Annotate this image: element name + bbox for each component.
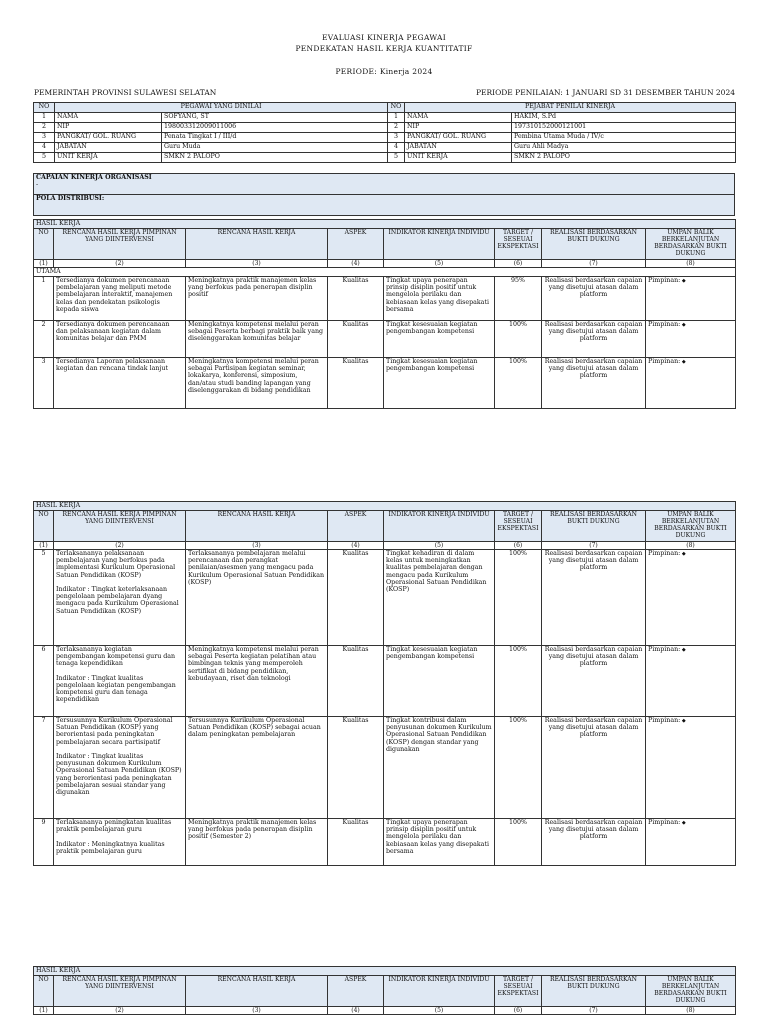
column-number: (3) (186, 1007, 328, 1015)
rencana-hasil-cell: Tersusunnya Kurikulum Operasional Satuan Pendidikan (KOSP) sebagai acuan dalam peningkatan pembelajaran (186, 717, 328, 819)
identity-row (34, 123, 736, 133)
organisasi-table (33, 173, 735, 216)
identity-left-value: SOFYANG, ST (162, 113, 388, 123)
column-number: (1) (34, 1007, 54, 1015)
identity-left-title: PEGAWAI YANG DINILAI (55, 103, 388, 113)
hasil-kerja-table-2 (33, 501, 736, 866)
column-header: RENCANA HASIL KERJA PIMPINAN YANG DIINTERVENSI (54, 511, 186, 542)
column-header: INDIKATOR KINERJA INDIVIDU (384, 229, 495, 260)
doc-title: EVALUASI KINERJA PEGAWAI (322, 33, 446, 42)
column-header: UMPAN BALIK BERKELANJUTAN BERDASARKAN BUKTI DUKUNG (646, 976, 736, 1007)
identity-row (34, 133, 736, 143)
identity-table (33, 102, 736, 163)
column-header: INDIKATOR KINERJA INDIVIDU (384, 511, 495, 542)
umpan-balik-label: Pimpinan: (648, 646, 681, 653)
column-header: ASPEK (328, 511, 384, 542)
identity-label-right: UNIT KERJA (405, 153, 512, 163)
section-row (34, 502, 736, 511)
target-cell: 95% (495, 277, 542, 321)
person-icon: ◆ (680, 278, 686, 284)
rencana-pimpinan-cell: Tersedianya dokumen perencanaan pembelajaran yang meliputi metode pembelajaran interaktif, manajemen kelas dan pendekatan psikologis kepada siswa (54, 277, 186, 321)
column-number: (3) (186, 542, 328, 550)
identity-right-value: 197310152000121001 (512, 123, 736, 133)
column-header: RENCANA HASIL KERJA (186, 511, 328, 542)
realisasi-cell: Realisasi berdasarkan capaian yang disetujui atasan dalam platform (542, 358, 646, 409)
umpan-balik-cell (646, 646, 736, 717)
identity-right-value: HAKIM, S.Pd (512, 113, 736, 123)
column-header: TARGET / SESEUAI EKSPEKTASI (495, 229, 542, 260)
umpan-balik-cell (646, 717, 736, 819)
column-header: TARGET / SESEUAI EKSPEKTASI (495, 511, 542, 542)
umpan-balik-cell (646, 819, 736, 866)
identity-no-right: 3 (388, 133, 405, 143)
column-number: (7) (542, 260, 646, 268)
column-header: REALISASI BERDASARKAN BUKTI DUKUNG (542, 229, 646, 260)
doc-subtitle: PENDEKATAN HASIL KERJA KUANTITATIF (295, 44, 473, 53)
section-row (34, 220, 736, 229)
row-no: 3 (34, 358, 54, 409)
target-cell: 100% (495, 646, 542, 717)
identity-label: JABATAN (55, 143, 162, 153)
rencana-pimpinan-cell: Terlaksananya kegiatan pengembangan kompetensi guru dan tenaga kependidikan Indikator : Tingkat kualitas pengelolaan kegiatan pengembangan kompetensi guru dan tenaga kependidikan (54, 646, 186, 717)
pola-cell (34, 195, 735, 216)
identity-label-right: NIP (405, 123, 512, 133)
table-row (34, 550, 736, 646)
identity-right-value: Guru Ahli Madya (512, 143, 736, 153)
identity-left-value: Penata Tingkat I / III/d (162, 133, 388, 143)
realisasi-cell: Realisasi berdasarkan capaian yang disetujui atasan dalam platform (542, 550, 646, 646)
column-number: (6) (495, 1007, 542, 1015)
identity-col-no: NO (34, 103, 55, 113)
table-row (34, 717, 736, 819)
identity-no-right: 5 (388, 153, 405, 163)
column-number: (6) (495, 260, 542, 268)
aspek-cell: Kualitas (328, 321, 384, 358)
column-number-row (34, 542, 736, 550)
rencana-hasil-cell: Terlaksananya pembelajaran melalui perencanaan dan perangkat penilaian/asesmen yang mengacu pada Kurikulum Operasional Satuan Pendidikan (KOSP) (186, 550, 328, 646)
identity-no-right: 2 (388, 123, 405, 133)
column-header: REALISASI BERDASARKAN BUKTI DUKUNG (542, 511, 646, 542)
identity-row (34, 143, 736, 153)
identity-label: UNIT KERJA (55, 153, 162, 163)
column-header: UMPAN BALIK BERKELANJUTAN BERDASARKAN BUKTI DUKUNG (646, 511, 736, 542)
row-no: 1 (34, 277, 54, 321)
target-cell: 100% (495, 358, 542, 409)
identity-label-right: PANGKAT/ GOL. RUANG (405, 133, 512, 143)
meta-row (34, 88, 735, 97)
realisasi-cell: Realisasi berdasarkan capaian yang disetujui atasan dalam platform (542, 321, 646, 358)
rencana-hasil-cell: Meningkatnya praktik manajemen kelas yang berfokus pada penerapan disiplin positif (Semester 2) (186, 819, 328, 866)
utama-label: UTAMA (34, 268, 736, 277)
capaian-cell (34, 174, 735, 195)
umpan-balik-label: Pimpinan: (648, 819, 681, 826)
realisasi-cell: Realisasi berdasarkan capaian yang disetujui atasan dalam platform (542, 717, 646, 819)
column-header: ASPEK (328, 229, 384, 260)
rencana-pimpinan-cell: Tersedianya Laporan pelaksanaan kegiatan dan rencana tindak lanjut (54, 358, 186, 409)
umpan-balik-cell (646, 358, 736, 409)
aspek-cell: Kualitas (328, 717, 384, 819)
section-title: HASIL KERJA (34, 502, 736, 511)
rencana-hasil-cell: Meningkatnya kompetensi melalui peran sebagai Partisipan kegiatan seminar, lokakarya, konferensi, simposium, dan/atau studi banding lapangan yang diselenggarakan di bidang pendidikan (186, 358, 328, 409)
doc-period: PERIODE: Kinerja 2024 (335, 67, 433, 76)
rencana-pimpinan-cell: Terlaksananya pelaksanaan pembelajaran yang berfokus pada implementasi Kurikulum Operasional Satuan Pendidikan (KOSP) Indikator : Tingkat keterlaksanaan pengelolaan pembelajaran dyang mengacu pada Kurikulum Operasional Satuan Pendidikan (KOSP) (54, 550, 186, 646)
umpan-balik-label: Pimpinan: (648, 550, 681, 557)
column-header: RENCANA HASIL KERJA (186, 229, 328, 260)
column-header: TARGET / SESEUAI EKSPEKTASI (495, 976, 542, 1007)
column-number: (4) (328, 1007, 384, 1015)
identity-no: 2 (34, 123, 55, 133)
column-number: (8) (646, 542, 736, 550)
column-header-row (34, 976, 736, 1007)
identity-no: 3 (34, 133, 55, 143)
column-header: NO (34, 229, 54, 260)
identity-row (34, 113, 736, 123)
row-no: 5 (34, 550, 54, 646)
identity-no-right: 4 (388, 143, 405, 153)
identity-left-value: 198003312009011006 (162, 123, 388, 133)
indikator-cell: Tingkat upaya penerapan prinsip disiplin positif untuk mengelola perilaku dan kebiasaan kelas yang disepakati bersama (384, 277, 495, 321)
column-number: (5) (384, 260, 495, 268)
section-row (34, 967, 736, 976)
umpan-balik-cell (646, 321, 736, 358)
column-header: ASPEK (328, 976, 384, 1007)
column-number: (1) (34, 260, 54, 268)
rencana-hasil-cell: Meningkatnya kompetensi melalui peran sebagai Peserta berbagi praktik baik yang diselenggarakan komunitas belajar (186, 321, 328, 358)
identity-left-value: SMKN 2 PALOPO (162, 153, 388, 163)
column-header: NO (34, 511, 54, 542)
row-no: 7 (34, 717, 54, 819)
row-no: 9 (34, 819, 54, 866)
identity-label: NAMA (55, 113, 162, 123)
column-number: (5) (384, 542, 495, 550)
identity-right-value: SMKN 2 PALOPO (512, 153, 736, 163)
identity-right-title: PEJABAT PENILAI KINERJA (405, 103, 736, 113)
realisasi-cell: Realisasi berdasarkan capaian yang disetujui atasan dalam platform (542, 277, 646, 321)
identity-col-no-right: NO (388, 103, 405, 113)
column-header-row (34, 229, 736, 260)
aspek-cell: Kualitas (328, 550, 384, 646)
target-cell: 100% (495, 550, 542, 646)
identity-left-value: Guru Muda (162, 143, 388, 153)
indikator-cell: Tingkat kehadiran di dalam kelas untuk meningkatkan kualitas pembelajaran dengan mengacu pada Kurikulum Operasional Satuan Pendidikan (KOSP) (384, 550, 495, 646)
indikator-cell: Tingkat kesesuaian kegiatan pengembangan kompetensi (384, 321, 495, 358)
instansi-label: PEMERINTAH PROVINSI SULAWESI SELATAN (34, 88, 217, 97)
section-title: HASIL KERJA (34, 967, 736, 976)
column-number-row (34, 1007, 736, 1015)
rencana-pimpinan-cell: Tersedianya dokumen perencanaan dan pelaksanaan kegiatan dalam komunitas belajar dan PMM (54, 321, 186, 358)
column-number: (8) (646, 1007, 736, 1015)
hasil-kerja-table-3 (33, 966, 736, 1015)
aspek-cell: Kualitas (328, 646, 384, 717)
identity-no-right: 1 (388, 113, 405, 123)
column-header: RENCANA HASIL KERJA PIMPINAN YANG DIINTERVENSI (54, 229, 186, 260)
aspek-cell: Kualitas (328, 277, 384, 321)
target-cell: 100% (495, 819, 542, 866)
indikator-cell: Tingkat upaya penerapan prinsip disiplin positif untuk mengelola perilaku dan kebiasaan kelas yang disepakati bersama (384, 819, 495, 866)
periode-penilaian-label: PERIODE PENILAIAN: 1 JANUARI SD 31 DESEMBER TAHUN 2024 (476, 88, 735, 97)
column-number: (4) (328, 260, 384, 268)
table-row (34, 358, 736, 409)
person-icon: ◆ (680, 322, 686, 328)
identity-label: PANGKAT/ GOL. RUANG (55, 133, 162, 143)
capaian-title: CAPAIAN KINERJA ORGANISASI (36, 174, 152, 181)
target-cell: 100% (495, 321, 542, 358)
column-number: (7) (542, 542, 646, 550)
person-icon: ◆ (680, 718, 686, 724)
column-header: RENCANA HASIL KERJA PIMPINAN YANG DIINTERVENSI (54, 976, 186, 1007)
identity-label: NIP (55, 123, 162, 133)
umpan-balik-label: Pimpinan: (648, 717, 681, 724)
realisasi-cell: Realisasi berdasarkan capaian yang disetujui atasan dalam platform (542, 646, 646, 717)
umpan-balik-cell (646, 277, 736, 321)
column-header: RENCANA HASIL KERJA (186, 976, 328, 1007)
rencana-hasil-cell: Meningkatnya kompetensi melalui peran sebagai Peserta kegiatan pelatihan atau bimbingan teknis yang memperoleh sertifikat di bidang pendidikan, kebudayaan, riset dan teknologi (186, 646, 328, 717)
column-header: INDIKATOR KINERJA INDIVIDU (384, 976, 495, 1007)
umpan-balik-label: Pimpinan: (648, 321, 681, 328)
column-header-row (34, 511, 736, 542)
column-number: (1) (34, 542, 54, 550)
identity-no: 5 (34, 153, 55, 163)
realisasi-cell: Realisasi berdasarkan capaian yang disetujui atasan dalam platform (542, 819, 646, 866)
row-no: 2 (34, 321, 54, 358)
umpan-balik-cell (646, 550, 736, 646)
identity-row (34, 153, 736, 163)
rencana-pimpinan-cell: Terlaksananya peningkatan kualitas praktik pembelajaran guru Indikator : Meningkatnya kualitas praktik pembelajaran guru (54, 819, 186, 866)
pola-title: POLA DISTRIBUSI: (36, 195, 105, 202)
person-icon: ◆ (680, 647, 686, 653)
column-number: (6) (495, 542, 542, 550)
hasil-kerja-table-1 (33, 219, 736, 409)
section-title: HASIL KERJA (34, 220, 736, 229)
indikator-cell: Tingkat kesesuaian kegiatan pengembangan kompetensi (384, 358, 495, 409)
indikator-cell: Tingkat kesesuaian kegiatan pengembangan kompetensi (384, 646, 495, 717)
column-header: REALISASI BERDASARKAN BUKTI DUKUNG (542, 976, 646, 1007)
identity-label-right: JABATAN (405, 143, 512, 153)
row-no: 6 (34, 646, 54, 717)
person-icon: ◆ (680, 820, 686, 826)
column-number: (8) (646, 260, 736, 268)
identity-no: 4 (34, 143, 55, 153)
column-number: (2) (54, 1007, 186, 1015)
utama-row (34, 268, 736, 277)
capaian-value: - (36, 181, 39, 189)
table-row (34, 646, 736, 717)
table-row (34, 277, 736, 321)
target-cell: 100% (495, 717, 542, 819)
umpan-balik-label: Pimpinan: (648, 358, 681, 365)
column-number: (7) (542, 1007, 646, 1015)
identity-right-value: Pembina Utama Muda / IV/c (512, 133, 736, 143)
rencana-hasil-cell: Meningkatnya praktik manajemen kelas yang berfokus pada penerapan disiplin positif (186, 277, 328, 321)
column-number: (2) (54, 542, 186, 550)
column-number-row (34, 260, 736, 268)
rencana-pimpinan-cell: Tersusunnya Kurikulum Operasional Satuan Pendidikan (KOSP) yang berorientasi pada peningkatan pembelajaran secara partisipatif Indikator : Tingkat kualitas penyusunan dokumen Kurikulum Operasional Satuan Pendidikan (KOSP) yang berorientasi pada peningkatan pembelajaran sesuai standar yang digunakan (54, 717, 186, 819)
person-icon: ◆ (680, 359, 686, 365)
column-number: (3) (186, 260, 328, 268)
aspek-cell: Kualitas (328, 819, 384, 866)
aspek-cell: Kualitas (328, 358, 384, 409)
column-header: NO (34, 976, 54, 1007)
umpan-balik-label: Pimpinan: (648, 277, 681, 284)
table-row (34, 321, 736, 358)
column-number: (4) (328, 542, 384, 550)
column-number: (2) (54, 260, 186, 268)
identity-label-right: NAMA (405, 113, 512, 123)
identity-no: 1 (34, 113, 55, 123)
column-number: (5) (384, 1007, 495, 1015)
indikator-cell: Tingkat kontribusi dalam penyusunan dokumen Kurikulum Operasional Satuan Pendidikan (KOSP) dengan standar yang digunakan (384, 717, 495, 819)
identity-header-row (34, 103, 736, 113)
person-icon: ◆ (680, 551, 686, 557)
column-header: UMPAN BALIK BERKELANJUTAN BERDASARKAN BUKTI DUKUNG (646, 229, 736, 260)
table-row (34, 819, 736, 866)
